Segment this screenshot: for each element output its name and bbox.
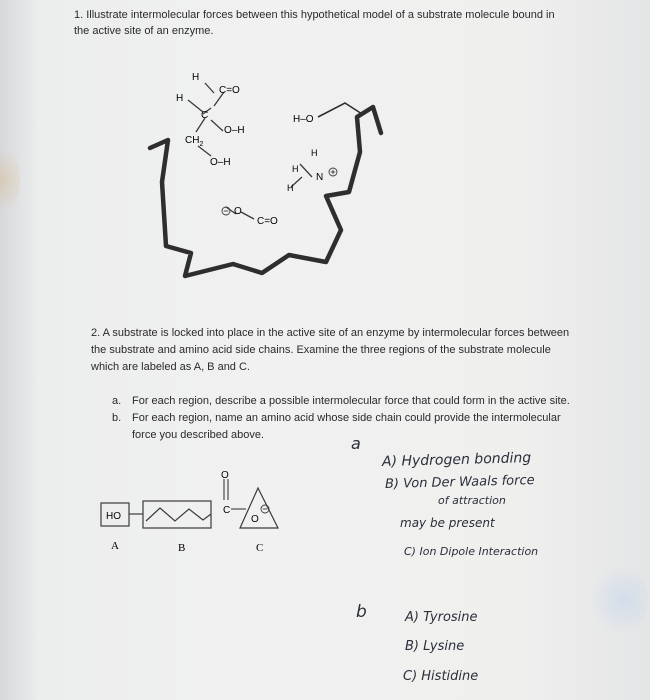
negative-charge-icon [261,505,269,513]
question-2-line-1: 2. A substrate is locked into place in the active site of an enzyme by intermolecular forces between [91,327,570,339]
sub-question-b-marker: b. [112,412,122,424]
region-b-label: B [178,542,186,554]
atom-h-n-bottom: H [287,183,294,193]
handwritten-part-b-label: b [356,602,367,622]
atom-h-n-mid: H [292,164,299,174]
handwritten-answer-a5: C) Ion Dipole Interaction [404,545,539,558]
atom-c-carboxyl: C [223,505,231,516]
question-2-line-2: the substrate and amino acid side chains. Examine the three regions of the substrate molecule [91,344,551,356]
question-1-line-2: the active site of an enzyme. [74,25,214,37]
finger-blur [588,565,648,635]
region-c-triangle [240,488,278,528]
handwritten-answer-b3: C) Histidine [403,669,479,684]
region-c-label: C [256,542,264,554]
sub-question-b-text-1: For each region, name an amino acid whose side chain could provide the intermolecular [132,412,561,424]
handwritten-part-a-label: a [351,434,361,453]
sub-question-b-text-2: force you described above. [132,429,265,441]
atom-oh-1: O–H [224,125,245,136]
handwritten-answer-a4: may be present [400,516,495,530]
atom-o-anion: O [251,514,259,525]
atom-h-n-top: H [311,148,318,158]
handwritten-answer-a1: A) Hydrogen bonding [381,450,532,470]
question-1-line-1: 1. Illustrate intermolecular forces between this hypothetical model of a substrate molecule bound in [74,9,555,21]
group-ho-label: HO [106,511,121,522]
handwritten-answer-a2: B) Von Der Waals force [384,473,535,492]
atom-carboxylate-o: O [234,206,242,217]
alkyl-chain [146,508,211,521]
handwritten-answer-a3: of attraction [438,494,506,507]
atom-n-ammonium: N [316,172,324,183]
atom-h-left: H [176,93,184,104]
atom-carboxylate-c: C=O [257,216,278,227]
sub-question-a-marker: a. [112,395,122,407]
atom-c-center: C [201,110,209,121]
atom-ch2: $CH_2$ [185,135,204,148]
handwritten-answer-b1: A) Tyrosine [405,610,478,625]
question-2-line-3: which are labeled as A, B and C. [91,361,250,373]
atom-o-top: O [221,470,229,481]
region-a-label: A [111,540,119,552]
handwritten-answer-b2: B) Lysine [405,639,465,654]
atom-h-o-right: H–O [293,114,314,125]
atom-c-carbonyl: C=O [219,85,240,96]
sub-question-a-text: For each region, describe a possible intermolecular force that could form in the active site. [132,395,570,407]
atom-h-top: H [192,72,200,83]
atom-oh-2: O–H [210,157,231,168]
